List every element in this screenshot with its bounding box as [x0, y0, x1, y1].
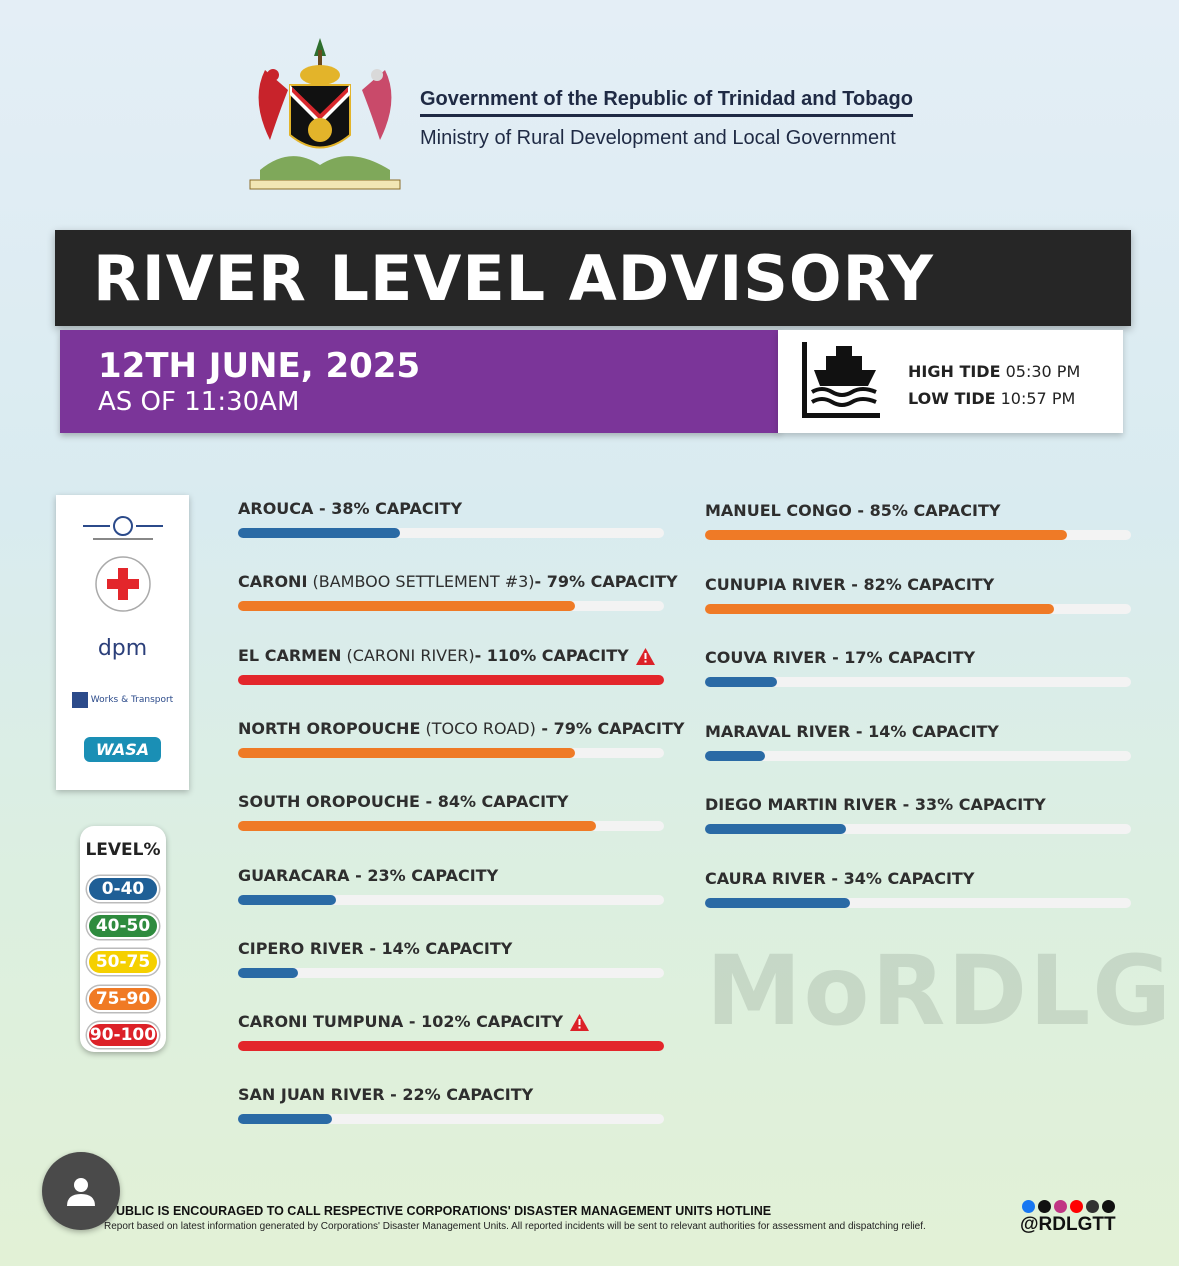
ship-on-water-icon: [800, 340, 882, 420]
river-label: [238, 1084, 533, 1106]
warning-icon: [569, 1013, 590, 1032]
river-row: [705, 868, 1151, 918]
capacity-bar-fill: [238, 601, 575, 611]
river-capacity: - 79% CAPACITY: [535, 718, 685, 738]
river-row: [238, 498, 684, 548]
capacity-bar-track: [705, 898, 1131, 908]
capacity-bar-track: [705, 824, 1131, 834]
capacity-bar-fill: [705, 898, 850, 908]
river-capacity: - 82% CAPACITY: [845, 574, 995, 594]
low-tide-time: 10:57 PM: [1000, 389, 1076, 408]
river-row: [238, 865, 684, 915]
tiktok-icon: [1102, 1200, 1115, 1213]
river-name: MANUEL CONGO: [705, 501, 852, 520]
river-capacity: - 85% CAPACITY: [851, 501, 1001, 520]
river-name: NORTH OROPOUCHE: [238, 718, 421, 738]
capacity-bar-track: [238, 968, 664, 978]
warning-icon: [635, 647, 656, 666]
tide-info: [778, 330, 1123, 433]
partner-logos: [56, 495, 189, 790]
legend-title: LEVEL%: [85, 840, 161, 860]
river-name: COUVA RIVER: [705, 648, 827, 667]
river-row: [238, 938, 684, 988]
wasa-logo: [56, 727, 189, 771]
river-capacity: - 14% CAPACITY: [363, 938, 513, 958]
social-handle: @RDLGTT: [1020, 1214, 1116, 1235]
capacity-bar-fill: [705, 751, 765, 761]
legend-item: 50-75: [87, 949, 159, 975]
capacity-bar-track: [705, 677, 1131, 687]
red-cross-logo: [56, 553, 189, 615]
capacity-bar-track: [238, 675, 664, 685]
high-tide-label: HIGH TIDE: [908, 362, 1001, 381]
river-row: [238, 645, 684, 695]
river-capacity: - 17% CAPACITY: [826, 648, 976, 667]
capacity-bar-fill: [705, 604, 1054, 614]
river-capacity: - 110% CAPACITY: [474, 645, 629, 665]
river-name: AROUCA: [238, 499, 314, 518]
legend-item: 0-40: [87, 876, 159, 902]
capacity-bar-fill: [238, 528, 400, 538]
capacity-bar-track: [238, 895, 664, 905]
capacity-bar-track: [238, 748, 664, 758]
capacity-bar-fill: [705, 824, 846, 834]
river-label: [705, 868, 974, 890]
threads-icon: [1086, 1200, 1099, 1213]
capacity-bar-fill: [238, 968, 298, 978]
river-label: [705, 500, 1000, 522]
river-capacity: - 79% CAPACITY: [534, 572, 678, 592]
river-row: [705, 574, 1151, 624]
river-location: (BAMBOO SETTLEMENT #3): [307, 572, 535, 592]
legend-item: 40-50: [87, 913, 159, 939]
river-capacity: - 33% CAPACITY: [897, 795, 1046, 814]
wasa-logo-text: WASA: [84, 737, 161, 762]
government-header: [240, 30, 960, 190]
youtube-icon: [1070, 1200, 1083, 1213]
x-icon: [1038, 1200, 1051, 1213]
river-name: CUNUPIA RIVER: [705, 574, 846, 594]
river-location: (CARONI RIVER): [341, 645, 475, 665]
river-label: [238, 718, 684, 740]
river-name: MARAVAL RIVER: [705, 721, 851, 741]
river-row: [705, 500, 1151, 550]
capacity-bar-track: [238, 601, 664, 611]
capacity-bar-track: [238, 1041, 664, 1051]
low-tide-row: [908, 385, 1080, 412]
river-name: CIPERO RIVER: [238, 938, 364, 958]
river-name: DIEGO MARTIN RIVER: [705, 795, 898, 814]
social-icons: [1022, 1200, 1115, 1213]
dpm-logo-text: dpm: [97, 635, 148, 661]
title-banner: [55, 230, 1131, 326]
works-transport-logo: [56, 685, 189, 715]
river-label: [705, 794, 1046, 816]
legend-item: 75-90: [87, 986, 159, 1012]
river-capacity: - 22% CAPACITY: [384, 1085, 534, 1105]
capacity-bar-fill: [705, 677, 777, 687]
river-row: [705, 794, 1151, 844]
capacity-bar-track: [238, 821, 664, 831]
instagram-icon: [1054, 1200, 1067, 1213]
capacity-bar-fill: [238, 675, 664, 685]
river-capacity: - 84% CAPACITY: [419, 792, 569, 812]
capacity-bar-fill: [238, 1114, 332, 1124]
river-label: [238, 938, 512, 960]
river-name: SOUTH OROPOUCHE: [238, 792, 420, 812]
capacity-bar-track: [705, 530, 1131, 540]
river-row: [238, 1084, 684, 1134]
capacity-bar-track: [238, 528, 664, 538]
river-label: [705, 647, 975, 669]
capacity-bar-track: [705, 751, 1131, 761]
red-cross-icon: [93, 554, 153, 614]
coat-of-arms-icon: [240, 30, 410, 190]
advisory-date: 12TH JUNE, 2025: [98, 346, 421, 386]
footer-hotline-notice: UBLIC IS ENCOURAGED TO CALL RESPECTIVE CORPORATIONS' DISASTER MANAGEMENT UNITS HOTLINE: [116, 1204, 772, 1218]
capacity-bar-fill: [238, 821, 596, 831]
river-label: [238, 1011, 590, 1033]
legend-item: 90-100: [87, 1022, 159, 1048]
river-name: CAURA RIVER: [705, 868, 826, 888]
watermark: MoRDLG: [706, 935, 1174, 1047]
river-row: [238, 718, 684, 768]
low-tide-label: LOW TIDE: [908, 389, 996, 408]
capacity-bar-fill: [238, 1041, 664, 1051]
river-row: [238, 791, 684, 841]
capacity-bar-fill: [705, 530, 1067, 540]
river-capacity: - 14% CAPACITY: [850, 721, 999, 741]
river-capacity: - 34% CAPACITY: [825, 868, 975, 888]
river-name: CARONI TUMPUNA: [238, 1012, 404, 1032]
river-capacity: - 102% CAPACITY: [403, 1012, 564, 1032]
river-capacity: - 23% CAPACITY: [349, 865, 499, 885]
river-label: [238, 791, 569, 813]
river-capacity: - 38% CAPACITY: [313, 499, 463, 518]
profile-button[interactable]: [42, 1152, 120, 1230]
river-row: [705, 721, 1151, 771]
capacity-bar-track: [705, 604, 1131, 614]
government-name: Government of the Republic of Trinidad and Tobago: [420, 88, 913, 117]
river-row: [238, 571, 684, 621]
river-label: [705, 574, 994, 596]
river-label: [238, 645, 656, 667]
high-tide-row: [908, 358, 1080, 385]
facebook-icon: [1022, 1200, 1035, 1213]
level-legend: [80, 826, 166, 1052]
river-row: [705, 647, 1151, 697]
advisory-time: AS OF 11:30AM: [98, 387, 300, 417]
dpm-logo: [56, 623, 189, 673]
capacity-bar-track: [238, 1114, 664, 1124]
works-transport-text: Works & Transport: [90, 695, 174, 705]
ministry-name: Ministry of Rural Development and Local Government: [420, 127, 896, 149]
river-name: EL CARMEN: [238, 645, 342, 665]
person-icon: [64, 1174, 98, 1208]
page-title: RIVER LEVEL ADVISORY: [93, 242, 934, 315]
river-label: [705, 721, 999, 743]
capacity-bar-fill: [238, 748, 575, 758]
river-row: [238, 1011, 684, 1061]
river-name: CARONI: [238, 572, 308, 592]
odpm-logo: [56, 509, 189, 549]
works-transport-icon: [72, 692, 88, 708]
capacity-bar-fill: [238, 895, 336, 905]
date-banner: [60, 330, 780, 433]
river-label: [238, 498, 462, 520]
odpm-logo-icon: [78, 514, 168, 544]
river-location: (TOCO ROAD): [420, 718, 536, 738]
river-label: [238, 865, 498, 887]
river-name: GUARACARA: [238, 865, 350, 885]
footer-report-note: Report based on latest information generated by Corporations' Disaster Management Units. All reported incidents will be sent to relevant authorities for assessment and dispatching relief.: [104, 1221, 926, 1232]
high-tide-time: 05:30 PM: [1005, 362, 1081, 381]
river-label: [238, 571, 678, 593]
river-name: SAN JUAN RIVER: [238, 1085, 385, 1105]
